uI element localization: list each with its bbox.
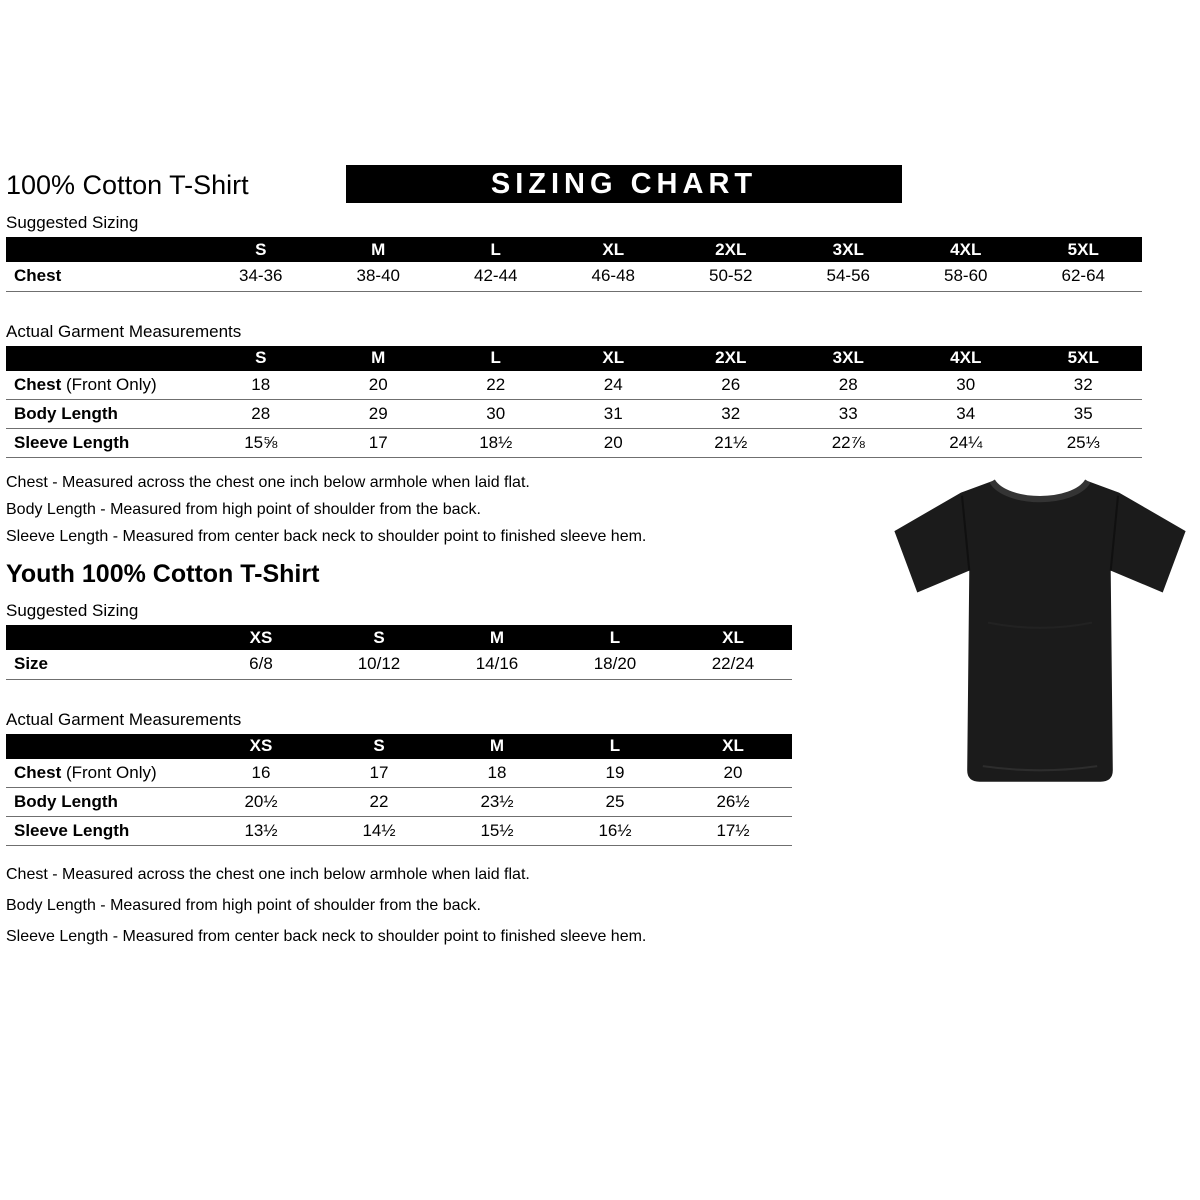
size-column-header: 2XL (672, 237, 790, 262)
note-body-length: Body Length - Measured from high point of shoulder from the back. (6, 501, 481, 518)
note-sleeve-length: Sleeve Length - Measured from center back neck to shoulder point to finished sleeve hem. (6, 928, 647, 945)
measurement-value: 50-52 (709, 266, 753, 286)
measurement-value: 16½ (598, 821, 632, 840)
row-label: Sleeve Length (14, 433, 130, 452)
note-chest: Chest - Measured across the chest one inch below armhole when laid flat. (6, 474, 530, 491)
adult-suggested-sizing-label: Suggested Sizing (6, 213, 139, 232)
measurement-value: 17 (369, 762, 389, 782)
row-label: Chest (14, 266, 62, 286)
youth-measurement-notes (6, 866, 1200, 946)
header-spacer-cell (6, 734, 202, 759)
measurement-value: 17½ (716, 821, 750, 840)
adult-suggested-sizing-table (6, 237, 1142, 292)
size-column-header: XS (202, 625, 320, 650)
measurement-value: 28 (251, 404, 271, 423)
measurement-value: 18 (487, 762, 507, 782)
youth-section-title: Youth 100% Cotton T-Shirt (6, 560, 320, 588)
measurement-value: 15½ (480, 821, 514, 840)
size-header-row (6, 734, 792, 759)
youth-actual-measurements-label: Actual Garment Measurements (6, 709, 242, 729)
measurement-row (6, 262, 1142, 291)
measurement-row (6, 817, 792, 846)
size-column-header: L (437, 237, 555, 262)
measurement-value: 32 (1073, 374, 1093, 394)
measurement-value: 23½ (480, 792, 514, 811)
size-column-header: S (202, 346, 320, 371)
measurement-row (6, 371, 1142, 400)
size-column-header: 4XL (907, 346, 1025, 371)
size-column-header: L (556, 734, 674, 759)
size-header-row (6, 237, 1142, 262)
adult-actual-measurements-label: Actual Garment Measurements (6, 321, 242, 341)
measurement-value: 32 (721, 404, 741, 423)
size-column-header: XS (202, 734, 320, 759)
measurement-value: 22⅞ (831, 433, 865, 452)
size-column-header: XL (674, 625, 792, 650)
measurement-value: 10/12 (357, 654, 401, 674)
measurement-value: 20 (723, 762, 743, 782)
measurement-value: 20½ (244, 792, 278, 811)
measurement-row (6, 788, 792, 817)
measurement-value: 38-40 (356, 266, 400, 286)
measurement-value: 18½ (479, 433, 513, 452)
measurement-value: 62-64 (1061, 266, 1105, 286)
size-column-header: 3XL (790, 346, 908, 371)
size-column-header: 4XL (907, 237, 1025, 262)
measurement-value: 18 (251, 374, 271, 394)
size-column-header: M (320, 237, 438, 262)
measurement-value: 25⅓ (1066, 433, 1100, 452)
measurement-value: 28 (838, 374, 858, 394)
measurement-value: 21½ (714, 433, 748, 452)
measurement-row (6, 759, 792, 788)
measurement-value: 22/24 (711, 654, 755, 674)
size-column-header: M (438, 625, 556, 650)
row-label: Chest (Front Only) (14, 374, 157, 394)
size-column-header: 5XL (1025, 237, 1143, 262)
row-label: Body Length (14, 404, 118, 423)
measurement-value: 35 (1073, 404, 1093, 423)
measurement-value: 20 (603, 433, 623, 452)
size-header-row (6, 346, 1142, 371)
size-column-header: S (320, 734, 438, 759)
measurement-value: 31 (603, 404, 623, 423)
size-column-header: S (202, 237, 320, 262)
size-column-header: L (437, 346, 555, 371)
measurement-value: 42-44 (474, 266, 518, 286)
size-column-header: 3XL (790, 237, 908, 262)
row-label: Sleeve Length (14, 821, 130, 840)
header-row (6, 165, 1200, 207)
measurement-value: 26 (721, 374, 741, 394)
youth-suggested-sizing-label: Suggested Sizing (6, 601, 139, 620)
measurement-value: 22 (486, 374, 506, 394)
size-column-header: S (320, 625, 438, 650)
measurement-value: 6/8 (249, 654, 273, 674)
note-sleeve-length: Sleeve Length - Measured from center back neck to shoulder point to finished sleeve hem. (6, 528, 647, 545)
measurement-value: 14/16 (475, 654, 519, 674)
measurement-value: 14½ (362, 821, 396, 840)
measurement-value: 29 (368, 404, 388, 423)
sizing-chart-banner: SIZING CHART (346, 165, 902, 203)
measurement-value: 15⅝ (244, 433, 278, 452)
measurement-value: 24¼ (949, 433, 983, 452)
row-label: Size (14, 654, 49, 674)
size-column-header: L (556, 625, 674, 650)
measurement-value: 34 (956, 404, 976, 423)
measurement-value: 25 (605, 792, 625, 811)
measurement-row (6, 650, 792, 679)
header-spacer-cell (6, 237, 202, 262)
measurement-row (6, 400, 1142, 429)
measurement-value: 54-56 (826, 266, 870, 286)
measurement-value: 58-60 (944, 266, 988, 286)
measurement-value: 30 (486, 404, 506, 423)
measurement-value: 24 (603, 374, 623, 394)
row-label: Body Length (14, 792, 118, 811)
measurement-value: 22 (369, 792, 389, 811)
measurement-value: 33 (838, 404, 858, 423)
note-chest: Chest - Measured across the chest one inch below armhole when laid flat. (6, 866, 530, 883)
size-column-header: XL (674, 734, 792, 759)
size-column-header: XL (555, 237, 673, 262)
measurement-row (6, 429, 1142, 458)
measurement-value: 16 (251, 762, 271, 782)
size-column-header: XL (555, 346, 673, 371)
row-label: Chest (Front Only) (14, 762, 157, 782)
measurement-value: 20 (368, 374, 388, 394)
size-column-header: 2XL (672, 346, 790, 371)
measurement-value: 17 (368, 433, 388, 452)
header-spacer-cell (6, 625, 202, 650)
tshirt-product-image (884, 466, 1196, 826)
measurement-value: 30 (956, 374, 976, 394)
note-body-length: Body Length - Measured from high point of shoulder from the back. (6, 897, 481, 914)
page-title: 100% Cotton T-Shirt (6, 170, 249, 200)
size-column-header: M (438, 734, 556, 759)
size-header-row (6, 625, 792, 650)
measurement-value: 18/20 (593, 654, 637, 674)
measurement-value: 13½ (244, 821, 278, 840)
size-column-header: 5XL (1025, 346, 1143, 371)
measurement-value: 19 (605, 762, 625, 782)
tshirt-graphic (884, 466, 1196, 826)
youth-actual-measurements-table (6, 734, 792, 847)
measurement-value: 26½ (716, 792, 750, 811)
size-column-header: M (320, 346, 438, 371)
header-spacer-cell (6, 346, 202, 371)
measurement-value: 34-36 (239, 266, 283, 286)
adult-actual-measurements-table (6, 346, 1142, 459)
measurement-value: 46-48 (591, 266, 635, 286)
youth-suggested-sizing-table (6, 625, 792, 680)
